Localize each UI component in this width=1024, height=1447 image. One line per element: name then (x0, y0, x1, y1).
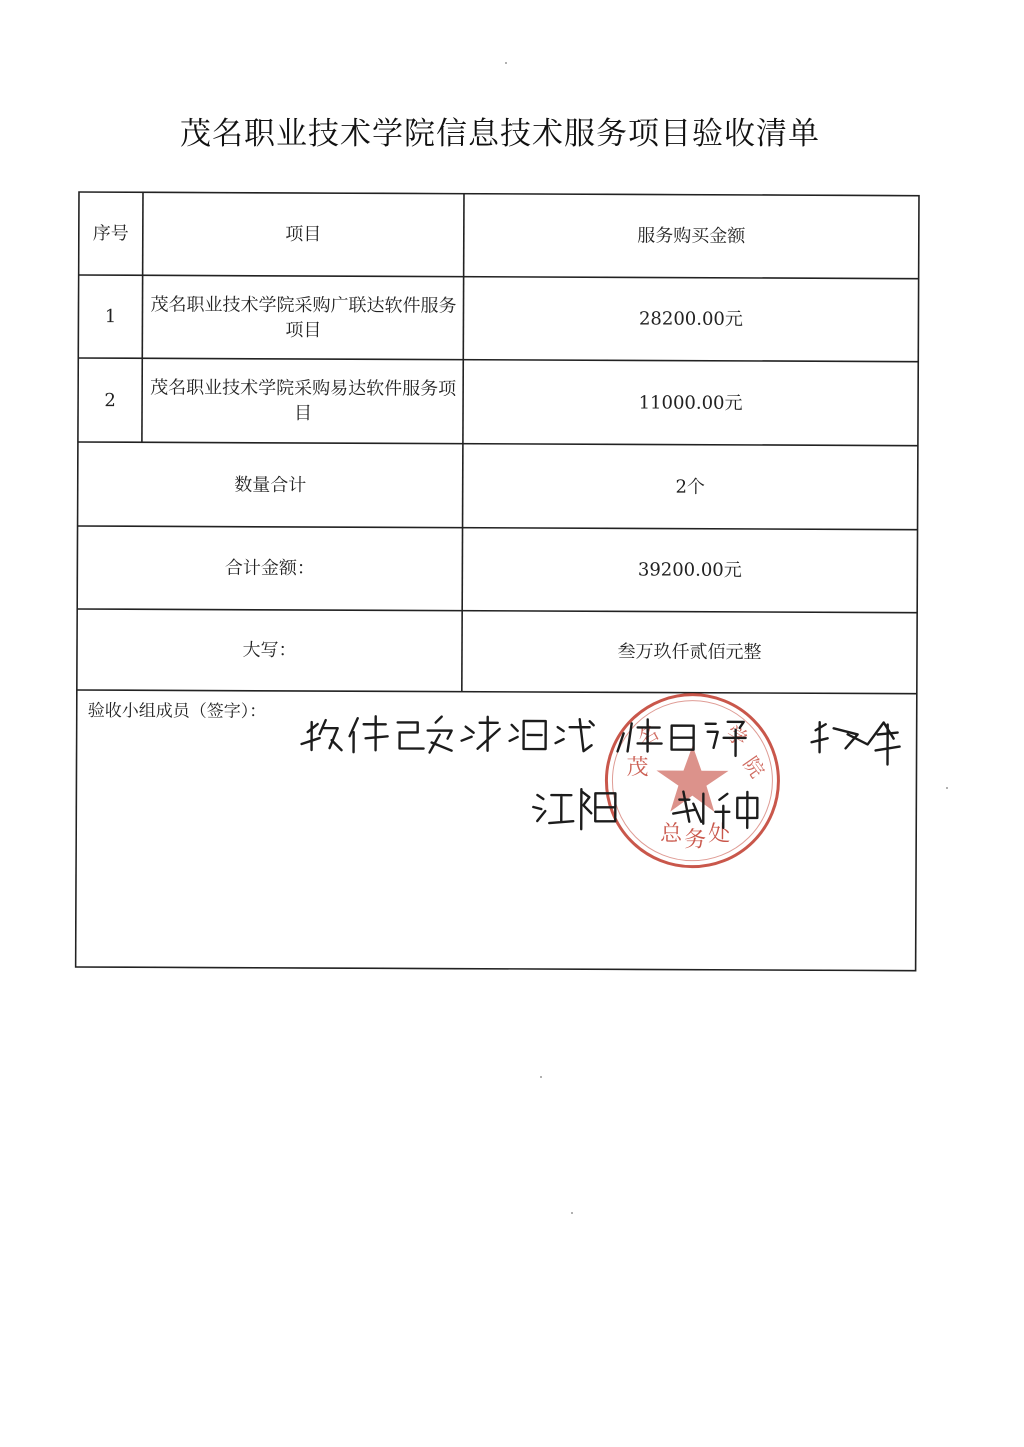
row-2-no: 2 (104, 389, 116, 411)
row-1-amount: 28200.00元 (638, 308, 743, 330)
uppercase-value: 叁万玖仟贰佰元整 (617, 641, 762, 663)
svg-text:学: 学 (722, 720, 752, 752)
scan-speck (571, 1212, 573, 1214)
handwritten-signatures (75, 191, 924, 972)
acceptance-table (75, 191, 924, 972)
header-amount: 服务购买金额 (637, 225, 746, 247)
svg-text:务: 务 (684, 827, 707, 853)
row-2-amount: 11000.00元 (638, 391, 743, 414)
quantity-value: 2个 (675, 476, 705, 498)
scan-speck (505, 62, 507, 64)
row-1-item: 茂名职业技术学院采购广联达软件服务项目 (150, 293, 457, 341)
row-1-no: 1 (104, 306, 117, 328)
svg-text:总: 总 (660, 821, 683, 847)
total-label: 合计金额： (224, 557, 315, 580)
header-item: 项目 (285, 223, 322, 246)
svg-text:名: 名 (633, 720, 663, 751)
header-no: 序号 (92, 223, 129, 245)
scan-speck (540, 1076, 542, 1078)
scan-speck (946, 787, 948, 789)
document-title: 茂名职业技术学院信息技术服务项目验收清单 (180, 116, 820, 152)
svg-text:院: 院 (738, 752, 770, 783)
svg-text:处: 处 (708, 821, 731, 847)
row-2-item: 茂名职业技术学院采购易达软件服务项目 (150, 377, 457, 425)
svg-text:茂: 茂 (626, 755, 649, 781)
uppercase-label: 大写： (242, 639, 297, 661)
signature-label: 验收小组成员（签字）： (87, 701, 267, 722)
quantity-label: 数量合计 (234, 474, 307, 496)
total-value: 39200.00元 (637, 559, 742, 581)
